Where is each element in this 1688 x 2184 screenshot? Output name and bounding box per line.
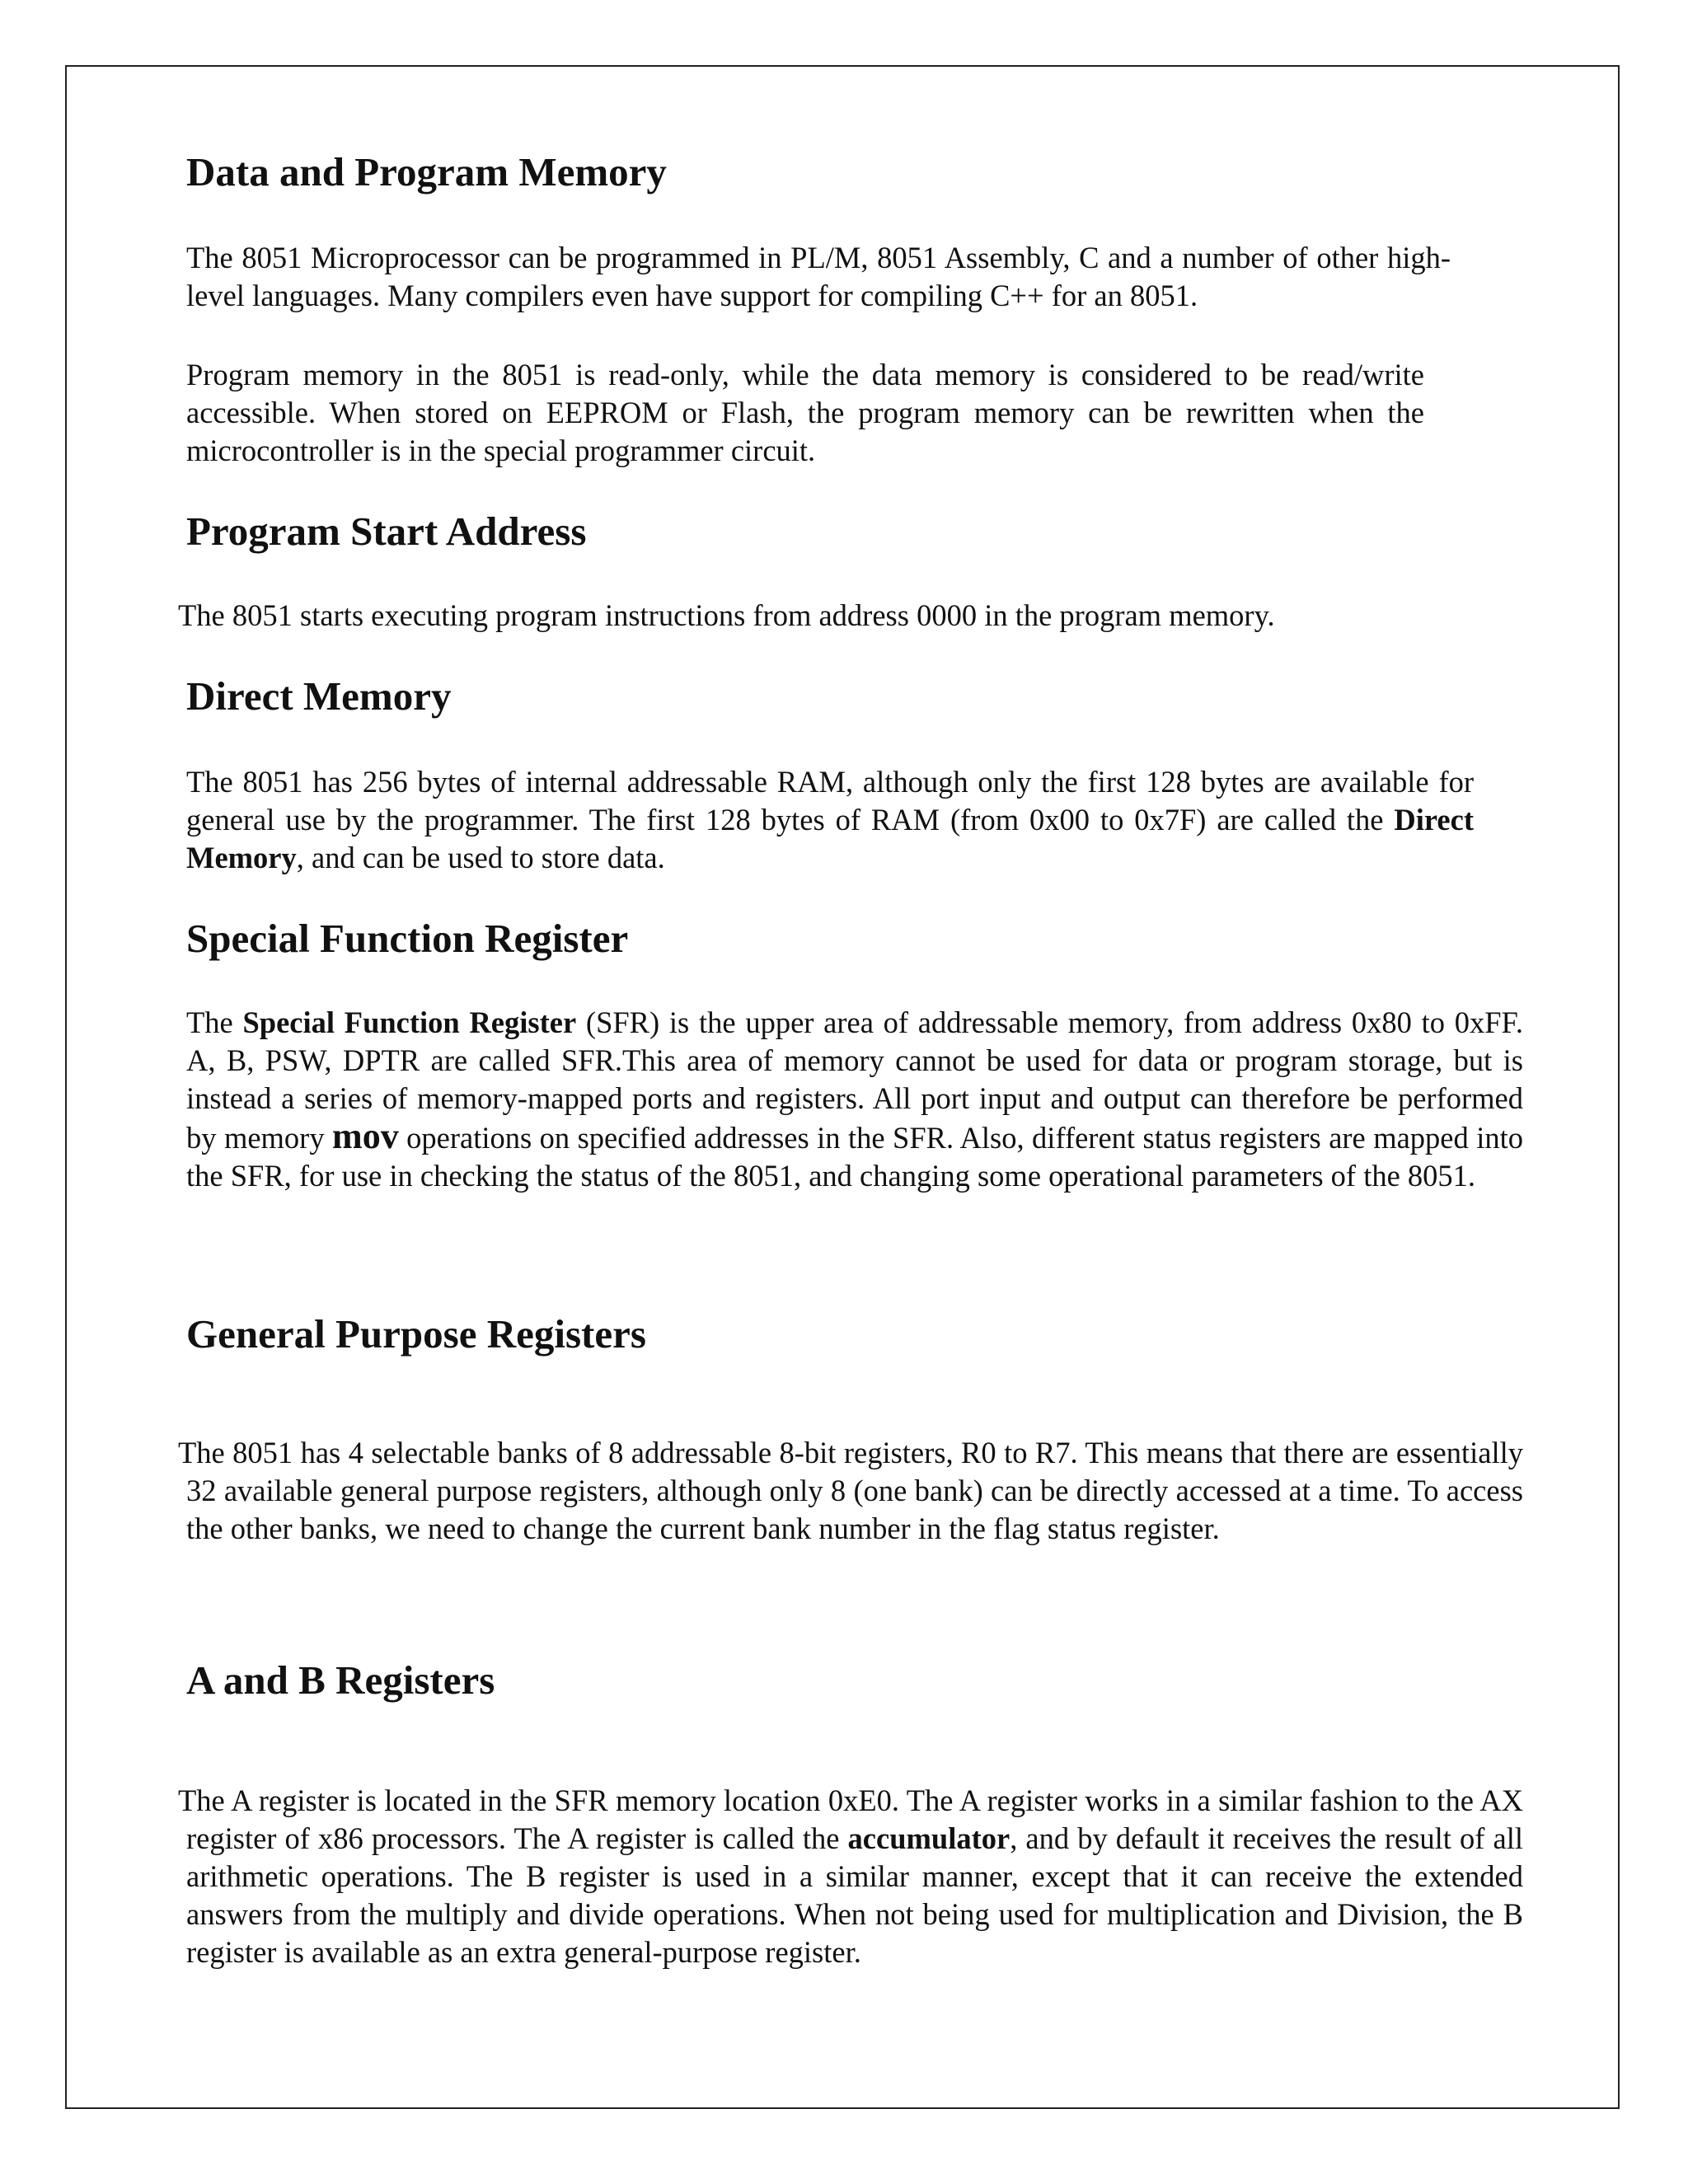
ab-text-1: The A register is located in the SFR memory location 0xE0. The A register works in a similar fashion to the AX register of x86 processors. The A register is called the bbox=[178, 1783, 1523, 1855]
sfr-text-1: The bbox=[186, 1005, 243, 1039]
accumulator-term: accumulator bbox=[847, 1821, 1010, 1855]
paragraph-program-memory: Program memory in the 8051 is read-only, while the data memory is considered to be read/write accessible. When stored on EEPROM or Flash, the program memory can be rewritten when the microcontroller is in the special programmer circuit. bbox=[186, 358, 1424, 467]
sfr-term: Special Function Register bbox=[242, 1005, 577, 1039]
direct-memory-text-2: , and can be used to store data. bbox=[296, 841, 665, 874]
heading-direct-memory: Direct Memory bbox=[186, 673, 452, 719]
direct-memory-term: Direct Memory bbox=[186, 803, 1474, 874]
paragraph-programming-languages: The 8051 Microprocessor can be programmed in PL/M, 8051 Assembly, C and a number of other high-level languages. Many compilers even have support for compiling C++ for an 8051. bbox=[186, 241, 1451, 312]
heading-a-b-registers: A and B Registers bbox=[186, 1657, 495, 1703]
heading-program-start-address: Program Start Address bbox=[186, 509, 587, 554]
paragraph-program-start: The 8051 starts executing program instructions from address 0000 in the program memory. bbox=[178, 598, 1275, 632]
paragraph-gpr: The 8051 has 4 selectable banks of 8 addressable 8-bit registers, R0 to R7. This means that there are essentially 32 available general purpose registers, although only 8 (one bank) can be directly accessed at a time. To access the other banks, we need to change the current bank number in the flag status register. bbox=[178, 1436, 1523, 1545]
heading-data-program-memory: Data and Program Memory bbox=[186, 149, 667, 194]
ab-text-2: , and by default it receives the result of all arithmetic operations. The B register is used in a similar manner, except that it can receive the extended answers from the multiply and divide operations. When not being used for multiplication and Division, the B register is available as an extra general-purpose register. bbox=[186, 1821, 1523, 1969]
direct-memory-text-1: The 8051 has 256 bytes of internal addressable RAM, although only the first 128 bytes are available for general use by the programmer. The first 128 bytes of RAM (from 0x00 to 0x7F) are called the bbox=[186, 765, 1474, 837]
heading-general-purpose-registers: General Purpose Registers bbox=[186, 1311, 646, 1357]
paragraph-sfr bbox=[186, 1004, 1523, 1195]
sfr-text-3: operations on specified addresses in the SFR. Also, different status registers are mapped into the SFR, for use in checking the status of the 8051, and changing some operational parameters of the 8051. bbox=[186, 1121, 1523, 1193]
mov-instruction: mov bbox=[332, 1116, 399, 1156]
heading-special-function-register: Special Function Register bbox=[186, 916, 629, 961]
paragraph-direct-memory bbox=[186, 763, 1474, 877]
paragraph-a-b-registers bbox=[178, 1782, 1523, 1971]
sfr-text-2: (SFR) is the upper area of addressable memory, from address 0x80 to 0xFF. A, B, PSW, DPTR are called SFR.This area of memory cannot be used for data or program storage, but is instead a series of memory-mapped ports and registers. All port input and output can therefore be performed by memory bbox=[186, 1005, 1524, 1155]
